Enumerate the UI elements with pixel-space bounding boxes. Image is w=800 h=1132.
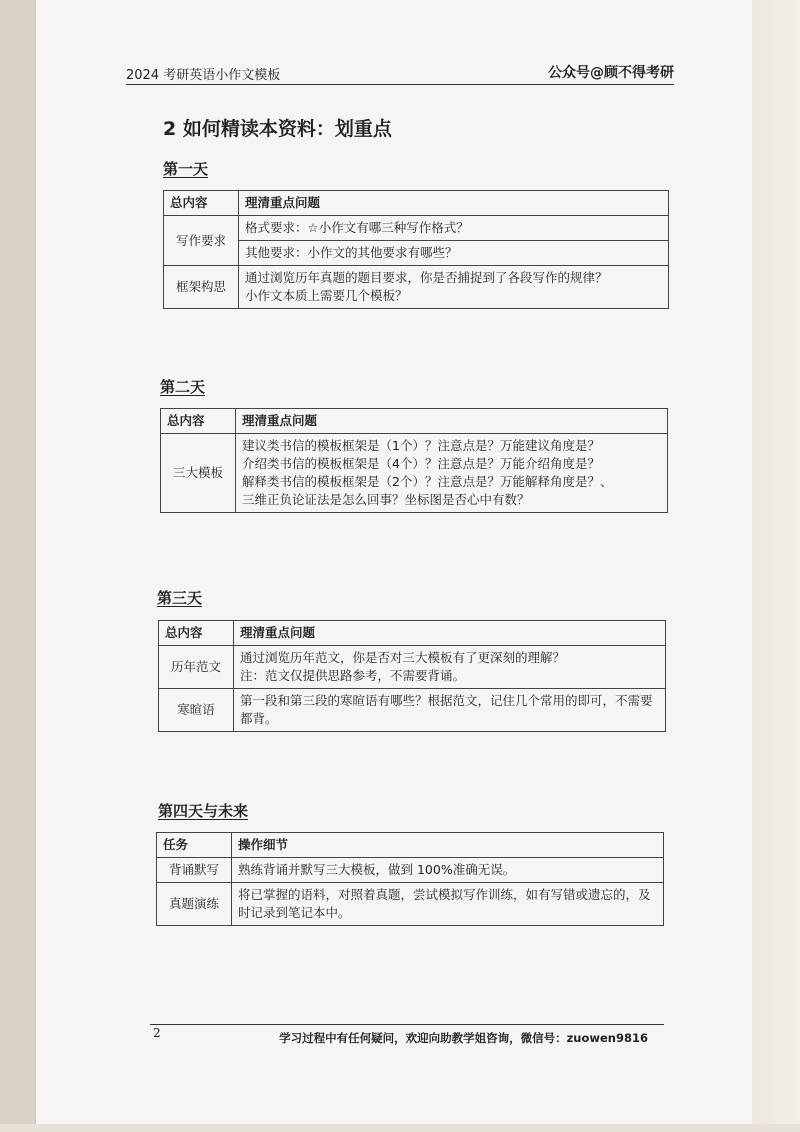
header-wechat-account: 公众号@顾不得考研 bbox=[548, 65, 674, 81]
footer-divider bbox=[150, 1024, 664, 1025]
day1-title: 第一天 bbox=[163, 160, 209, 178]
row-item: 建议类书信的模板框架是（1个）？注意点是？万能建议角度是？ bbox=[242, 438, 600, 453]
row-item: 解释类书信的模板框架是（2个）？注意点是？万能解释角度是？、 bbox=[242, 474, 613, 489]
row-item: 小作文本质上需要几个模板？ bbox=[245, 288, 408, 303]
row-content bbox=[234, 646, 666, 689]
page-number: 2 bbox=[153, 1026, 161, 1040]
table-header-cell: 理清重点问题 bbox=[236, 409, 668, 434]
table-row bbox=[157, 858, 664, 883]
day4-table bbox=[156, 832, 664, 926]
row-label: 真题演练 bbox=[157, 883, 232, 926]
row-item: 三维正负论证法是怎么回事？坐标图是否心中有数？ bbox=[242, 492, 530, 507]
page-header bbox=[126, 62, 674, 85]
row-content bbox=[236, 434, 668, 513]
section-title: 2 如何精读本资料：划重点 bbox=[163, 118, 392, 140]
row-item: 注：范文仅提供思路参考，不需要背诵。 bbox=[240, 668, 466, 683]
row-label: 寒暄语 bbox=[159, 689, 234, 732]
footer-contact: 学习过程中有任何疑问，欢迎向助教学姐咨询，微信号：zuowen9816 bbox=[279, 1031, 648, 1045]
row-item: 通过浏览历年范文，你是否对三大模板有了更深刻的理解？ bbox=[240, 650, 566, 665]
row-item: 介绍类书信的模板框架是（4个）？注意点是？万能介绍角度是？ bbox=[242, 456, 600, 471]
day2-title: 第二天 bbox=[160, 378, 206, 396]
row-item: 第一段和第三段的寒暄语有哪些？根据范文，记住几个常用的即可，不需要都背。 bbox=[234, 689, 666, 732]
page-edge-right bbox=[752, 0, 800, 1132]
day1-table bbox=[163, 190, 669, 309]
day2-table bbox=[160, 408, 668, 513]
row-label: 写作要求 bbox=[164, 216, 239, 266]
table-row bbox=[161, 434, 668, 513]
table-header-cell: 总内容 bbox=[164, 191, 239, 216]
table-header-row bbox=[159, 621, 666, 646]
table-header-cell: 任务 bbox=[157, 833, 232, 858]
row-label: 历年范文 bbox=[159, 646, 234, 689]
day3-table bbox=[158, 620, 666, 732]
row-item: 其他要求：小作文的其他要求有哪些？ bbox=[239, 241, 669, 266]
row-label: 框架构思 bbox=[164, 266, 239, 309]
table-row bbox=[164, 241, 669, 266]
row-item: 将已掌握的语料，对照着真题，尝试模拟写作训练，如有写错或遗忘的，及时记录到笔记本中。 bbox=[232, 883, 664, 926]
table-row bbox=[157, 883, 664, 926]
table-row bbox=[164, 266, 669, 309]
row-label: 背诵默写 bbox=[157, 858, 232, 883]
document-page bbox=[36, 0, 752, 1126]
table-row bbox=[164, 216, 669, 241]
table-header-cell: 总内容 bbox=[161, 409, 236, 434]
row-item: 熟练背诵并默写三大模板，做到 100%准确无误。 bbox=[232, 858, 664, 883]
table-header-cell: 总内容 bbox=[159, 621, 234, 646]
header-title: 2024 考研英语小作文模板 bbox=[126, 68, 281, 83]
table-header-cell: 理清重点问题 bbox=[239, 191, 669, 216]
table-row bbox=[159, 646, 666, 689]
table-header-row bbox=[161, 409, 668, 434]
row-item: 通过浏览历年真题的题目要求，你是否捕捉到了各段写作的规律？ bbox=[245, 270, 608, 285]
row-item: 格式要求：☆小作文有哪三种写作格式？ bbox=[239, 216, 669, 241]
row-content bbox=[239, 266, 669, 309]
day4-title: 第四天与未来 bbox=[158, 802, 249, 820]
day3-title: 第三天 bbox=[157, 589, 203, 607]
table-header-row bbox=[164, 191, 669, 216]
page-edge-bottom bbox=[0, 1124, 800, 1132]
row-label: 三大模板 bbox=[161, 434, 236, 513]
table-header-cell: 理清重点问题 bbox=[234, 621, 666, 646]
table-row bbox=[159, 689, 666, 732]
table-header-cell: 操作细节 bbox=[232, 833, 664, 858]
table-header-row bbox=[157, 833, 664, 858]
